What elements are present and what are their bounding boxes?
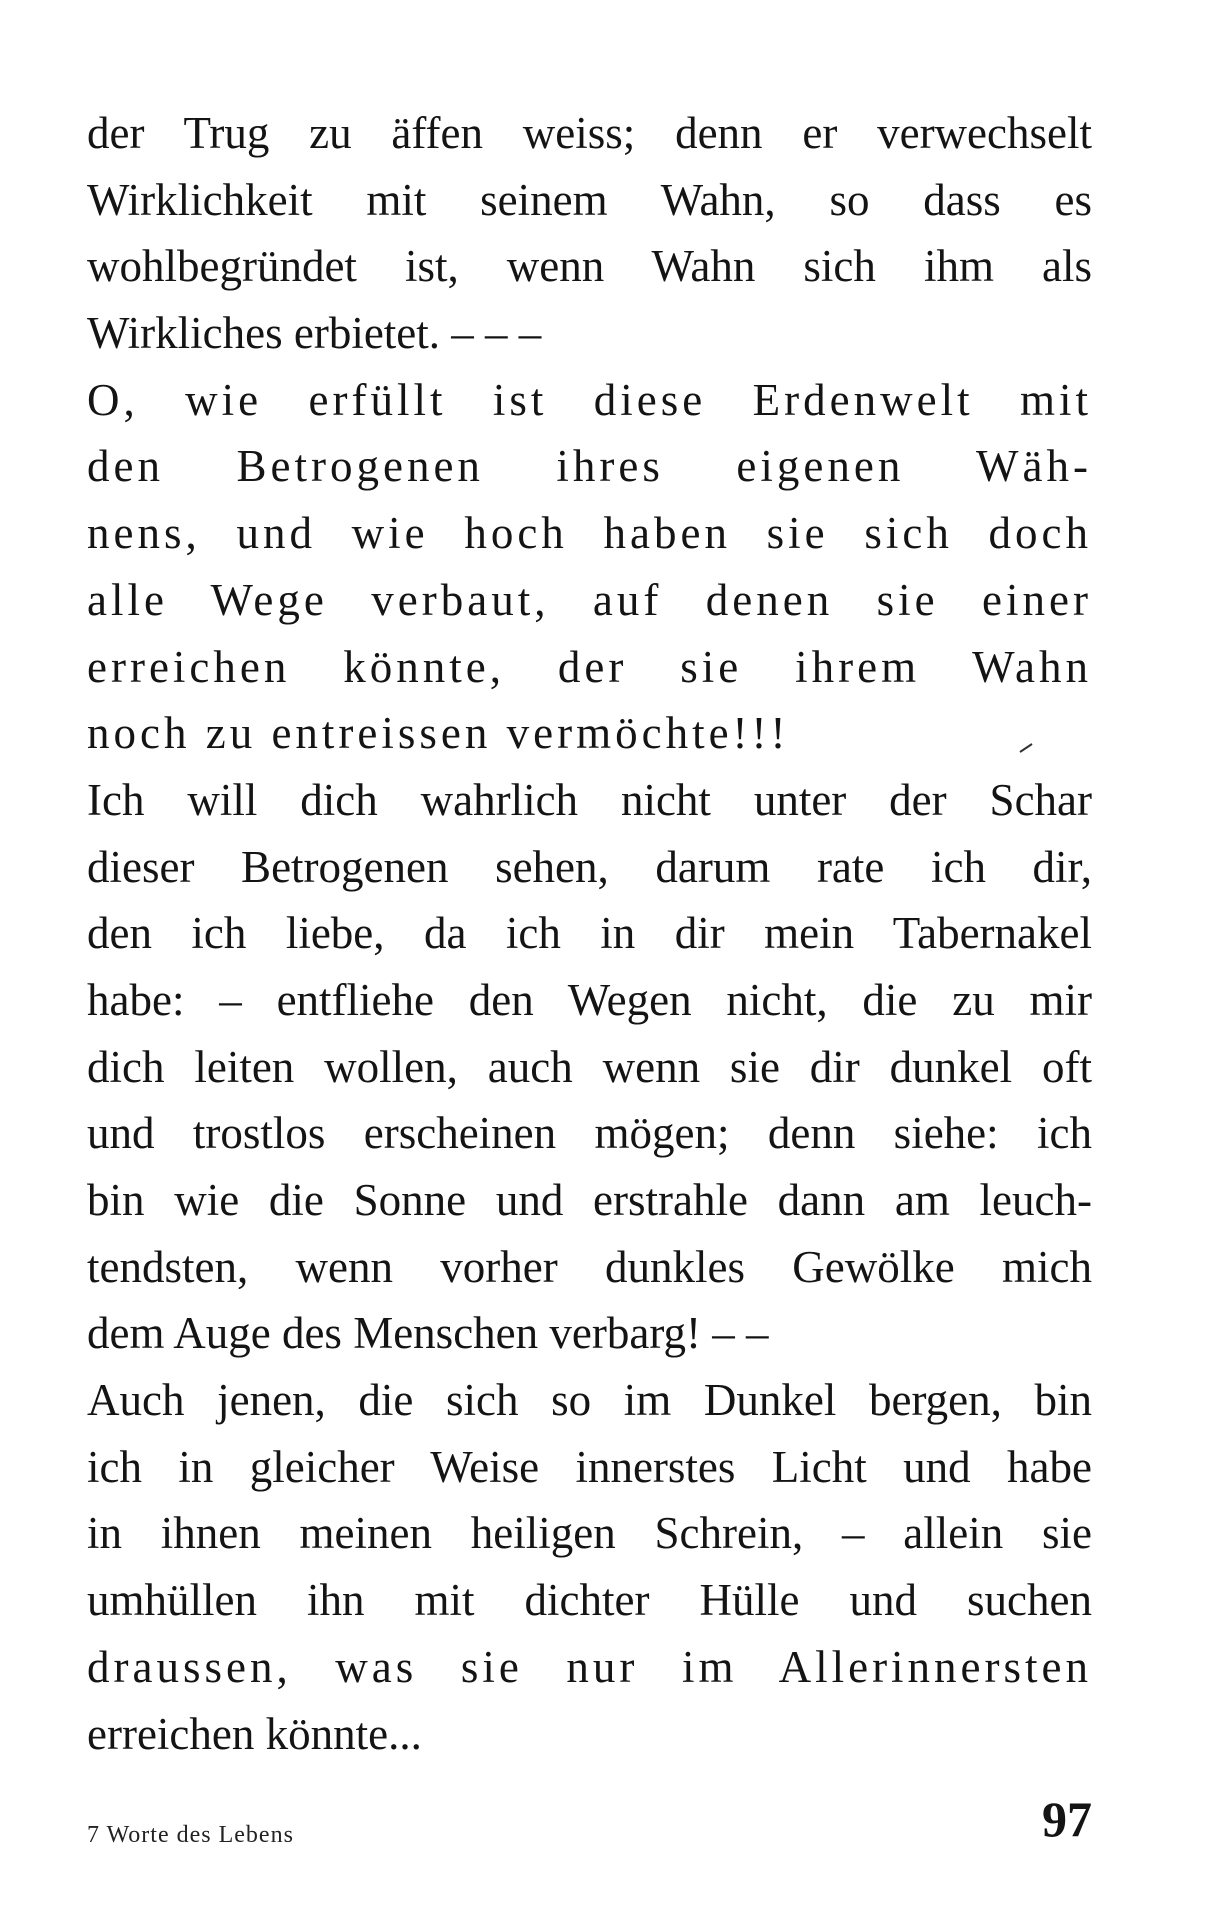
text-line: dich leiten wollen, auch wenn sie dir dunkel oft bbox=[87, 1041, 1092, 1092]
text-line: dem Auge des Menschen verbarg! – – bbox=[87, 1308, 769, 1359]
text-line: erreichen könnte, der sie ihrem Wahn bbox=[87, 641, 1092, 692]
text-line: habe: – entfliehe den Wegen nicht, die zu mir bbox=[87, 974, 1092, 1025]
text-line: und trostlos erscheinen mögen; denn siehe: ich bbox=[87, 1108, 1092, 1159]
text-line: draussen, was sie nur im Allerinnersten bbox=[87, 1641, 1092, 1692]
text-line: noch zu entreissen vermöchte!!! bbox=[87, 708, 790, 759]
text-line: alle Wege verbaut, auf denen sie einer bbox=[87, 574, 1092, 625]
text-line: O, wie erfüllt ist diese Erdenwelt mit bbox=[87, 374, 1092, 425]
text-line: ich in gleicher Weise innerstes Licht und habe bbox=[87, 1441, 1092, 1492]
text-line: Wirklichkeit mit seinem Wahn, so dass es bbox=[87, 174, 1092, 225]
text-line: den ich liebe, da ich in dir mein Tabernakel bbox=[87, 908, 1092, 959]
text-line: Ich will dich wahrlich nicht unter der Schar bbox=[87, 774, 1092, 825]
text-line: den Betrogenen ihres eigenen Wäh- bbox=[87, 441, 1092, 492]
text-line: tendsten, wenn vorher dunkles Gewölke mich bbox=[87, 1241, 1092, 1292]
text-line: Wirkliches erbietet. – – – bbox=[87, 308, 542, 359]
signature-mark: 7 Worte des Lebens bbox=[87, 1822, 294, 1848]
text-line: Auch jenen, die sich so im Dunkel bergen, bin bbox=[87, 1375, 1092, 1426]
body-text bbox=[87, 100, 1092, 1767]
pencil-mark-icon bbox=[1018, 743, 1034, 753]
text-line: in ihnen meinen heiligen Schrein, – allein sie bbox=[87, 1508, 1092, 1559]
text-line: dieser Betrogenen sehen, darum rate ich dir, bbox=[87, 841, 1092, 892]
text-line: erreichen könnte... bbox=[87, 1708, 422, 1759]
page-number: 97 bbox=[1042, 1791, 1092, 1847]
text-line: wohlbegründet ist, wenn Wahn sich ihm als bbox=[87, 241, 1092, 292]
text-line: der Trug zu äffen weiss; denn er verwechselt bbox=[87, 108, 1092, 158]
text-line: bin wie die Sonne und erstrahle dann am leuch- bbox=[87, 1175, 1092, 1225]
text-line: nens, und wie hoch haben sie sich doch bbox=[87, 508, 1092, 559]
text-line: umhüllen ihn mit dichter Hülle und suchen bbox=[87, 1575, 1092, 1626]
